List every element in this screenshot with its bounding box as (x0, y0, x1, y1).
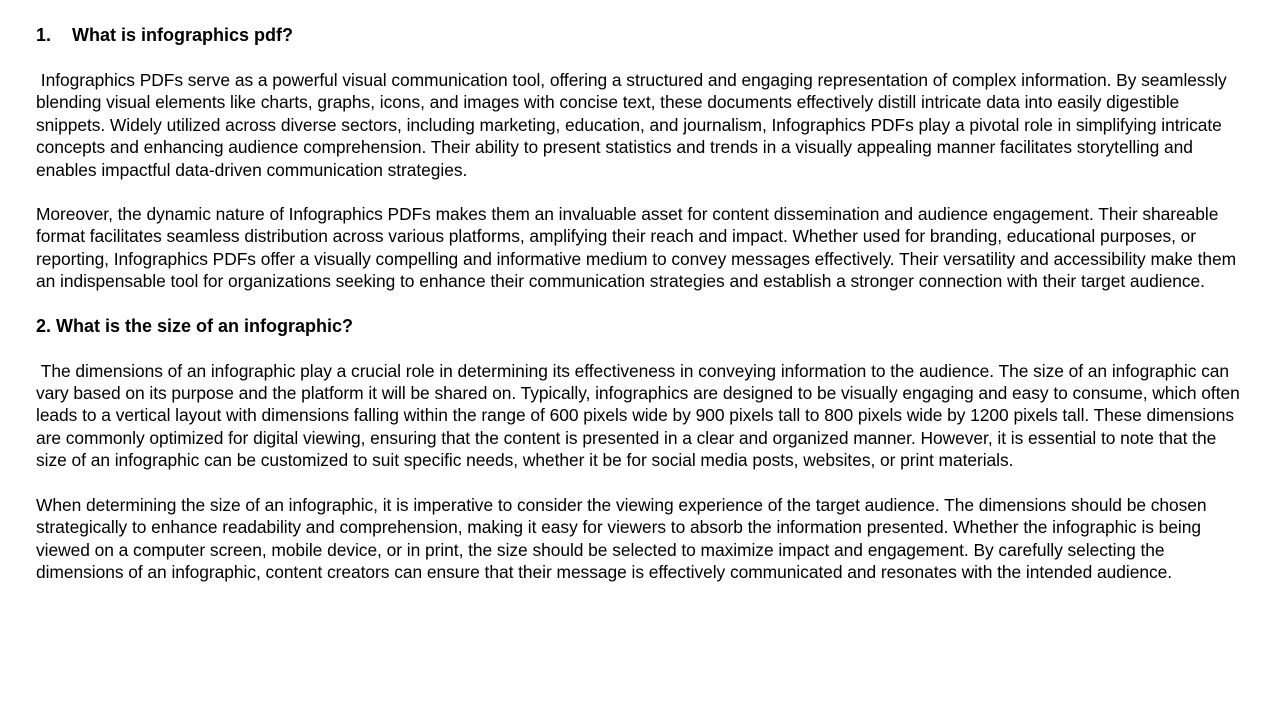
document-page (36, 24, 1246, 605)
section-1-heading (36, 24, 1246, 46)
section-2-paragraph-1: The dimensions of an infographic play a crucial role in determining its effectiveness in conveying information to the audience. The size of an infographic can vary based on its purpose and the platform it will be shared on. Typically, infographics are designed to be visually engaging and easy to consume, which often leads to a vertical layout with dimensions falling within the range of 600 pixels wide by 900 pixels tall to 800 pixels wide by 1200 pixels tall. These dimensions are commonly optimized for digital viewing, ensuring that the content is presented in a clear and organized manner. However, it is essential to note that the size of an infographic can be customized to suit specific needs, whether it be for social media posts, websites, or print materials. (36, 360, 1245, 471)
section-1-title: What is infographics pdf? (72, 25, 293, 45)
section-1-paragraph-1: Infographics PDFs serve as a powerful visual communication tool, offering a structured and engaging representation of complex information. By seamlessly blending visual elements like charts, graphs, icons, and images with concise text, these documents effectively distill intricate data into easily digestible snippets. Widely utilized across diverse sectors, including marketing, education, and journalism, Infographics PDFs play a pivotal role in simplifying intricate concepts and enhancing audience comprehension. Their ability to present statistics and trends in a visually appealing manner facilitates storytelling and enables impactful data-driven communication strategies. (36, 70, 1232, 180)
section-2-title: 2. What is the size of an infographic? (36, 315, 354, 336)
section-1-number: 1. (36, 25, 52, 45)
section-1-paragraph-2: Moreover, the dynamic nature of Infographics PDFs makes them an invaluable asset for content dissemination and audience engagement. Their shareable format facilitates seamless distribution across various platforms, amplifying their reach and impact. Whether used for branding, educational purposes, or reporting, Infographics PDFs offer a visually compelling and informative medium to convey messages effectively. Their versatility and accessibility make them an indispensable tool for organizations seeking to enhance their communication strategies and establish a stronger connection with their target audience. (36, 204, 1237, 292)
section-2-paragraph-2: When determining the size of an infographic, it is imperative to consider the viewing experience of the target audience. The dimensions should be chosen strategically to enhance readability and comprehension, making it easy for viewers to absorb the information presented. Whether the infographic is being viewed on a computer screen, mobile device, or in print, the size should be selected to maximize impact and engagement. By carefully selecting the dimensions of an infographic, content creators can ensure that their message is effectively communicated and resonates with the intended audience. (36, 494, 1207, 582)
section-2-heading (36, 315, 1246, 337)
